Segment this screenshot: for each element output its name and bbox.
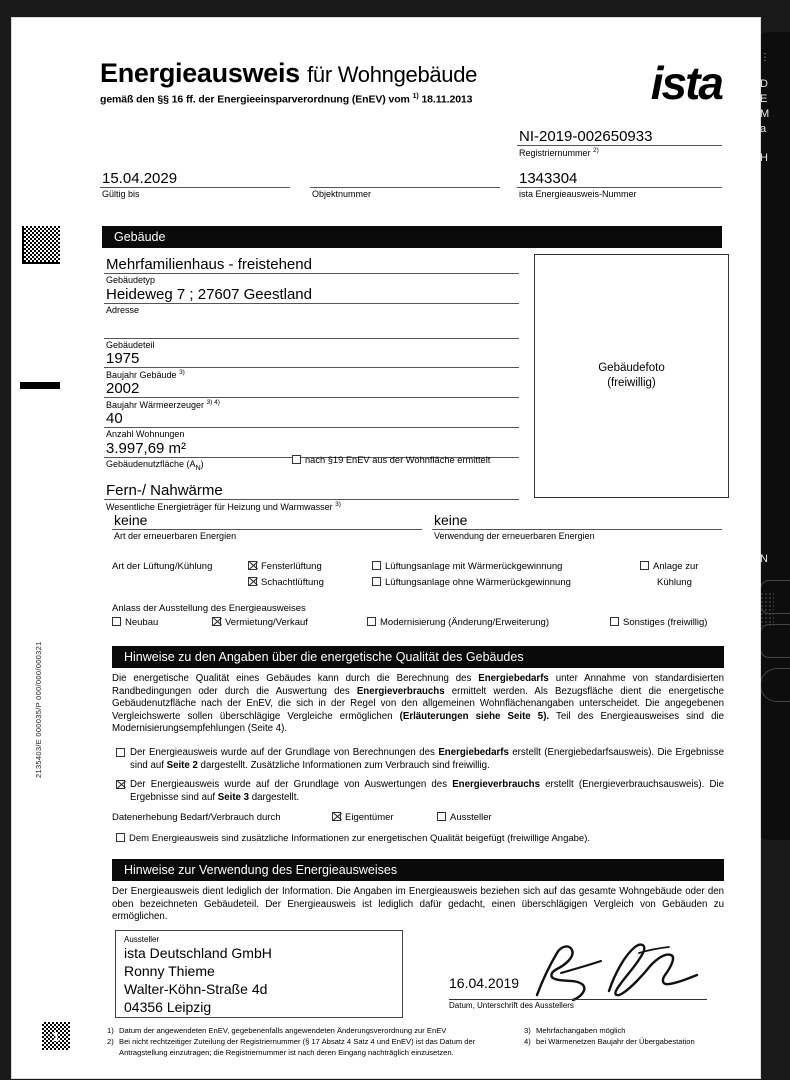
section-header-quality-notes: Hinweise zu den Angaben über die energetische Qualität des Gebäudes xyxy=(112,646,724,668)
datamatrix-code-icon xyxy=(22,226,60,264)
usable-area-label: Gebäudenutzfläche $(A_N)$ xyxy=(106,459,204,472)
heater-year-value: 2002 xyxy=(106,380,140,397)
object-number-field xyxy=(310,170,500,199)
data-collection-issuer[interactable] xyxy=(437,811,492,825)
occasion-newbuild-checkbox[interactable] xyxy=(112,617,121,626)
issuer-line-2: Ronny Thieme xyxy=(124,963,215,979)
panel-option-1[interactable] xyxy=(760,580,790,614)
data-collection-owner[interactable] xyxy=(332,811,394,825)
ventilation-row-label: Art der Lüftung/Kühlung xyxy=(112,561,213,572)
ventilation-with-recovery-checkbox[interactable] xyxy=(372,561,381,570)
verbrauch-statement-text: Der Energieausweis wurde auf der Grundlage von Auswertungen des Energieverbrauchs erstellt (Energieverbrauchsausweis). Die Ergebnisse sind auf Seite 3 dargestellt. xyxy=(130,779,725,803)
usage-notes-paragraph: Der Energieausweis dient lediglich der Information. Die Angaben im Energieausweis beziehen sich auf das gesamte Wohngebäude oder den oben bezeichneten Gebäudeteil. Der Energieausweis ist lediglich dafür gedacht, einen überschlägigen Vergleich von Gebäuden zu ermöglichen. xyxy=(112,886,724,923)
extra-info-row[interactable] xyxy=(116,832,590,846)
building-part-field xyxy=(104,321,519,350)
units-label: Anzahl Wohnungen xyxy=(106,429,185,439)
panel-menu-icon[interactable]: ⋮ xyxy=(760,52,771,63)
occasion-rentsale-checkbox[interactable] xyxy=(212,617,221,626)
heater-year-label: Baujahr Wärmeerzeuger $^{3) 4)}$ xyxy=(106,399,220,410)
verbrauch-statement-row[interactable] xyxy=(116,779,724,804)
panel-text-fragment-a: a xyxy=(760,123,767,135)
extra-info-checkbox[interactable] xyxy=(116,833,125,842)
occasion-option-newbuild[interactable] xyxy=(112,616,158,630)
issuer-caption: Aussteller xyxy=(124,935,160,944)
occasion-option-other[interactable] xyxy=(610,616,707,630)
registration-number-value: NI-2019-002650933 xyxy=(519,128,653,145)
building-type-label: Gebäudetyp xyxy=(106,275,156,285)
construction-year-field xyxy=(104,350,519,380)
renewable-use-field xyxy=(432,512,722,541)
photo-placeholder-line1: Gebäudefoto xyxy=(598,362,665,374)
ista-number-field xyxy=(517,170,722,199)
registration-number-label: Registriernummer $^{2)}$ xyxy=(519,147,599,158)
panel-option-2[interactable] xyxy=(760,624,790,658)
renewable-use-label: Verwendung der erneuerbaren Energien xyxy=(434,531,595,541)
ventilation-shaft-label: Schachtlüftung xyxy=(261,577,324,588)
units-field xyxy=(104,410,519,439)
section-header-usage-notes: Hinweise zur Verwendung des Energieausweises xyxy=(112,859,724,881)
object-number-label: Objektnummer xyxy=(312,189,372,199)
signature-drawing xyxy=(531,939,709,1005)
registration-number-field xyxy=(517,128,722,158)
occasion-other-label: Sonstiges (freiwillig) xyxy=(623,617,708,628)
address-label: Adresse xyxy=(106,305,140,315)
photo-placeholder-line2: (freiwillig) xyxy=(607,377,656,389)
ventilation-without-recovery-checkbox[interactable] xyxy=(372,577,381,586)
valid-until-field xyxy=(100,170,290,199)
ventilation-option-without-recovery[interactable] xyxy=(372,576,571,590)
building-type-field xyxy=(104,256,519,285)
ventilation-option-cooling[interactable] xyxy=(640,560,698,574)
occasion-row-label: Anlass der Ausstellung des Energieausweises xyxy=(112,603,306,614)
ventilation-with-recovery-label: Lüftungsanlage mit Wärmerückgewinnung xyxy=(385,561,563,572)
footnote-2: 2) Bei nicht rechtzeitiger Zuteilung der Registriernummer (§ 17 Absatz 4 Satz 4 und EnEV) ist das Datum der Antragstellung einzutragen; die Registriernummer ist nach deren Eingang nachträglich einzusetzen. xyxy=(107,1037,476,1057)
bedarf-checkbox-wrap[interactable] xyxy=(116,748,129,761)
footnotes-right xyxy=(524,1026,724,1049)
data-collection-owner-checkbox[interactable] xyxy=(332,812,341,821)
usable-area-value: 3.997,69 m² xyxy=(106,440,187,457)
renewable-type-field xyxy=(112,512,422,541)
occasion-option-rentsale[interactable] xyxy=(212,616,308,630)
panel-text-fragment-e: E xyxy=(760,93,768,105)
renewable-type-label: Art der erneuerbaren Energien xyxy=(114,531,237,541)
construction-year-value: 1975 xyxy=(106,350,140,367)
occasion-rentsale-label: Vermietung/Verkauf xyxy=(225,617,308,628)
ventilation-option-with-recovery[interactable] xyxy=(372,560,562,574)
construction-year-label: Baujahr Gebäude $^{3)}$ xyxy=(106,369,185,380)
valid-until-value: 15.04.2029 xyxy=(102,170,178,187)
verbrauch-checkbox-wrap[interactable] xyxy=(116,780,129,793)
quality-notes-paragraph: Die energetische Qualität eines Gebäudes kann durch die Berechnung des Energiebedarfs unter Annahme von standardisierten Randbedingungen oder durch die Auswertung des Energieverbrauchs ermittelt werden. Als Bezugsfläche dient die energetische Gebäudenutzfläche nach der EnEV, die sich in der Regel von den allgemeinen Wohnflächenangaben unterscheidet. Die angegebenen Vergleichswerte sollen überschlägige Vergleiche ermöglichen (Erläuterungen siehe Seite 5). Teil des Energieausweises sind die Modernisierungsempfehlungen (Seite 4). xyxy=(112,673,724,735)
cooling-label-second-line: Kühlung xyxy=(657,577,692,588)
address-value: Heideweg 7 ; 27607 Geestland xyxy=(106,286,312,303)
document-page xyxy=(12,18,760,1078)
energy-source-value: Fern-/ Nahwärme xyxy=(106,482,223,499)
object-number-value xyxy=(310,170,500,187)
footnote-1: 1) Datum der angewendeten EnEV, gegebenenfalls angewendeten Änderungsverordnung zur EnEV xyxy=(107,1026,447,1035)
ventilation-without-recovery-label: Lüftungsanlage ohne Wärmerückgewinnung xyxy=(385,577,571,588)
area-from-living-space-checkbox-row[interactable] xyxy=(292,453,490,467)
occasion-option-modernisation[interactable] xyxy=(367,616,549,630)
renewable-use-value: keine xyxy=(434,512,468,528)
units-value: 40 xyxy=(106,410,123,427)
data-collection-issuer-checkbox[interactable] xyxy=(437,812,446,821)
panel-text-fragment-h: H xyxy=(760,152,768,164)
page-title-block xyxy=(100,58,477,106)
building-part-label: Gebäudeteil xyxy=(106,340,155,350)
issuer-line-3: Walter-Köhn-Straße 4d xyxy=(124,981,268,997)
verbrauch-checkbox[interactable] xyxy=(116,780,125,789)
footnotes-left xyxy=(107,1026,497,1059)
footnote-4: 4) bei Wärmenetzen Baujahr der Übergabestation xyxy=(524,1037,695,1047)
occasion-modernisation-label: Modernisierung (Änderung/Erweiterung) xyxy=(380,617,549,628)
data-collection-label: Datenerhebung Bedarf/Verbrauch durch xyxy=(112,812,281,823)
registration-mark xyxy=(20,382,60,389)
valid-until-label: Gültig bis xyxy=(102,189,140,199)
data-collection-owner-label: Eigentümer xyxy=(345,812,394,823)
occasion-newbuild-label: Neubau xyxy=(125,617,159,628)
data-collection-issuer-label: Aussteller xyxy=(450,812,492,823)
panel-text-fragment-d: D xyxy=(760,78,768,90)
section-header-building: Gebäude xyxy=(102,226,722,248)
cooling-label: Anlage zur xyxy=(653,561,699,572)
footnote-3: 3) Mehrfachangaben möglich xyxy=(524,1026,626,1035)
renewable-type-value: keine xyxy=(114,512,148,528)
cooling-checkbox[interactable] xyxy=(640,561,649,570)
energy-source-label: Wesentliche Energieträger für Heizung und Warmwasser $^{3)}$ xyxy=(106,501,341,512)
bedarf-statement-row[interactable] xyxy=(116,747,724,772)
ista-logo: ista xyxy=(650,57,722,109)
energy-source-field xyxy=(104,482,519,512)
ventilation-window-checkbox[interactable] xyxy=(248,561,257,570)
bedarf-statement-text: Der Energieausweis wurde auf der Grundlage von Berechnungen des Energiebedarfs erstellt (Energiebedarfsausweis). Die Ergebnisse sind auf Seite 2 dargestellt. Zusätzliche Informationen zum Verbrauch sind freiwillig. xyxy=(130,747,725,771)
margin-code-text: 2135403/E 000035/P 000/000/000321 xyxy=(34,641,43,778)
bedarf-checkbox[interactable] xyxy=(116,748,125,757)
building-part-value xyxy=(104,321,519,338)
issuer-box xyxy=(115,930,403,1018)
issuer-line-4: 04356 Leipzig xyxy=(124,999,212,1015)
issuer-line-1: ista Deutschland GmbH xyxy=(124,945,272,961)
ventilation-option-shaft[interactable] xyxy=(248,576,324,590)
ista-number-value: 1343304 xyxy=(519,170,578,187)
signature-caption: Datum, Unterschrift des Ausstellers xyxy=(449,1001,574,1010)
area-from-living-space-label: nach §19 EnEV aus der Wohnfläche ermittelt xyxy=(305,455,491,465)
extra-info-label: Dem Energieausweis sind zusätzliche Informationen zur energetischen Qualität beigefügt (freiwillige Angabe). xyxy=(129,833,591,844)
page-subtitle: gemäß den §§ 16 ff. der Energieeinsparverordnung (EnEV) vom $^{1)}$ 18.11.2013 xyxy=(100,93,473,106)
ventilation-window-label: Fensterlüftung xyxy=(261,561,322,572)
signature-block xyxy=(449,943,711,1015)
ista-number-label: ista Energieausweis-Nummer xyxy=(519,189,637,199)
building-type-value: Mehrfamilienhaus - freistehend xyxy=(106,256,312,273)
ventilation-shaft-checkbox[interactable] xyxy=(248,577,257,586)
panel-text-fragment-n: N xyxy=(760,553,768,565)
address-field xyxy=(104,286,519,315)
page-datamatrix-icon: 1 xyxy=(42,1022,70,1050)
page-title: Energieausweis für Wohngebäude xyxy=(100,58,478,88)
occasion-modernisation-checkbox[interactable] xyxy=(367,617,376,626)
panel-option-3[interactable] xyxy=(760,668,790,702)
occasion-other-checkbox[interactable] xyxy=(610,617,619,626)
panel-text-fragment-m: M xyxy=(760,108,770,120)
area-from-living-space-checkbox[interactable] xyxy=(292,455,301,464)
building-photo-placeholder xyxy=(534,254,729,498)
ventilation-option-window[interactable] xyxy=(248,560,322,574)
signature-date: 16.04.2019 xyxy=(449,975,520,991)
heater-year-field xyxy=(104,380,519,410)
